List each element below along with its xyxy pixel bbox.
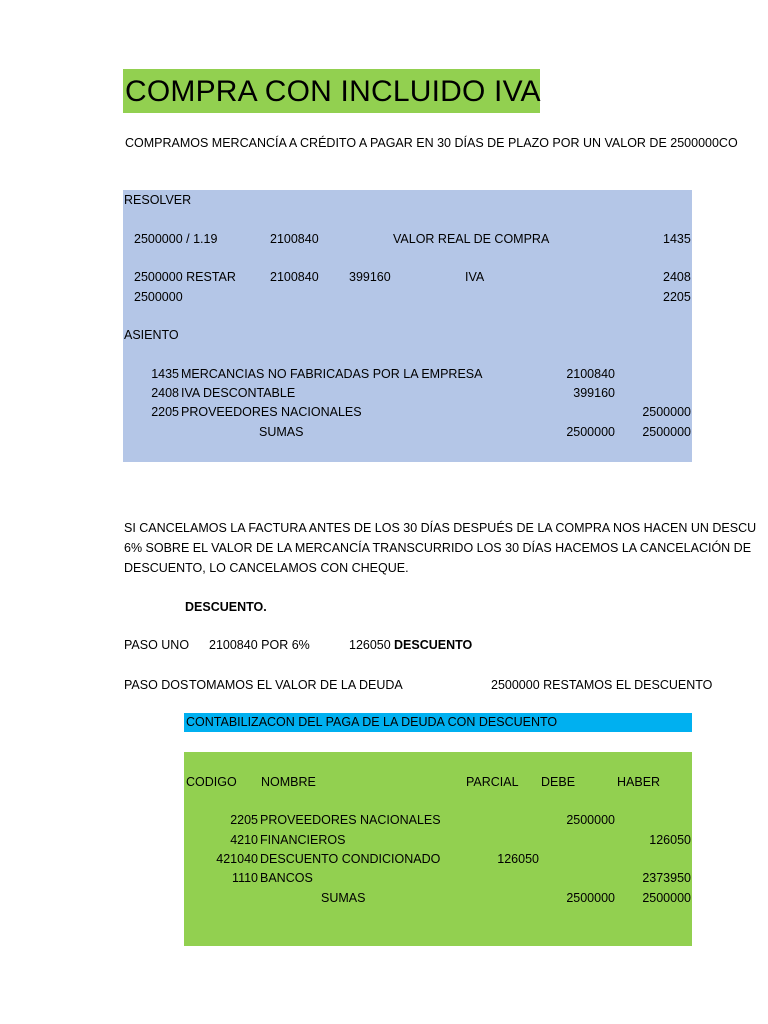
resolver-heading: RESOLVER <box>124 193 192 207</box>
asiento-row-code: 2205 <box>151 405 179 419</box>
table-row-haber: 126050 <box>649 833 691 847</box>
discount-paragraph-line: SI CANCELAMOS LA FACTURA ANTES DE LOS 30 DÍAS DESPUÉS DE LA COMPRA NOS HACEN UN DESCU <box>124 521 757 535</box>
table-row-name: BANCOS <box>260 871 313 885</box>
asiento-row-code: 1435 <box>151 367 179 381</box>
resolver-r1-label: VALOR REAL DE COMPRA <box>393 232 550 246</box>
asiento-row-name: PROVEEDORES NACIONALES <box>181 405 362 419</box>
table-sumas-haber: 2500000 <box>642 891 691 905</box>
contab-title: CONTABILIZACON DEL PAGA DE LA DEUDA CON DESCUENTO <box>186 715 558 729</box>
table-header-debe: DEBE <box>541 775 576 789</box>
asiento-sumas-debe: 2500000 <box>566 425 615 439</box>
asiento-sumas-haber: 2500000 <box>642 425 691 439</box>
asiento-heading: ASIENTO <box>124 328 179 342</box>
paso-uno-label: PASO UNO <box>124 638 190 652</box>
table-row-code: 4210 <box>230 833 258 847</box>
asiento-sumas-label: SUMAS <box>259 425 304 439</box>
asiento-row-haber: 2500000 <box>642 405 691 419</box>
paso-uno-result: 126050 <box>349 638 391 652</box>
table-row-name: PROVEEDORES NACIONALES <box>260 813 441 827</box>
table-row-code: 2205 <box>230 813 258 827</box>
table-header-codigo: CODIGO <box>186 775 237 789</box>
table-header-nombre: NOMBRE <box>261 775 316 789</box>
table-row-code: 1110 <box>232 871 258 885</box>
table-row-debe: 2500000 <box>566 813 615 827</box>
paso-dos-label: PASO DOS <box>124 678 189 692</box>
table-sumas-label: SUMAS <box>321 891 366 905</box>
resolver-r1-result: 2100840 <box>270 232 319 246</box>
page-title: COMPRA CON INCLUIDO IVA <box>125 75 541 108</box>
resolver-r2-iva-value: 399160 <box>349 270 391 284</box>
table-sumas-debe: 2500000 <box>566 891 615 905</box>
purchase-statement: COMPRAMOS MERCANCÍA A CRÉDITO A PAGAR EN 30 DÍAS DE PLAZO POR UN VALOR DE 2500000CO <box>125 136 738 150</box>
table-header-parcial: PARCIAL <box>466 775 519 789</box>
paso-uno-value: 2100840 POR 6% <box>209 638 310 652</box>
paso-dos-value: 2500000 RESTAMOS EL DESCUENTO <box>491 678 713 692</box>
resolver-section <box>123 190 692 462</box>
resolver-r2-code: 2408 <box>663 270 691 284</box>
resolver-r1-formula: 2500000 / 1.19 <box>134 232 218 246</box>
resolver-r2-formula: 2500000 RESTAR <box>134 270 236 284</box>
table-row-code: 421040 <box>216 852 258 866</box>
table-row-haber: 2373950 <box>642 871 691 885</box>
resolver-r1-code: 1435 <box>663 232 691 246</box>
descuento-heading: DESCUENTO. <box>185 600 267 614</box>
paso-uno-result-label: DESCUENTO <box>394 638 473 652</box>
discount-paragraph-line: 6% SOBRE EL VALOR DE LA MERCANCÍA TRANSCURRIDO LOS 30 DÍAS HACEMOS LA CANCELACIÓN DE <box>124 541 752 555</box>
asiento-row-name: IVA DESCONTABLE <box>181 386 296 400</box>
table-row-name: DESCUENTO CONDICIONADO <box>260 852 441 866</box>
discount-paragraph-line: DESCUENTO, LO CANCELAMOS CON CHEQUE. <box>124 561 409 575</box>
asiento-row-debe: 399160 <box>573 386 615 400</box>
resolver-r3-code: 2205 <box>663 290 691 304</box>
paso-dos-text: TOMAMOS EL VALOR DE LA DEUDA <box>189 678 403 692</box>
resolver-r2-label: IVA <box>465 270 485 284</box>
asiento-row-debe: 2100840 <box>566 367 615 381</box>
table-row-name: FINANCIEROS <box>260 833 346 847</box>
asiento-row-code: 2408 <box>151 386 179 400</box>
table-row-parcial: 126050 <box>497 852 539 866</box>
resolver-r2-base: 2100840 <box>270 270 319 284</box>
resolver-r3-total: 2500000 <box>134 290 183 304</box>
asiento-row-name: MERCANCIAS NO FABRICADAS POR LA EMPRESA <box>181 367 483 381</box>
table-header-haber: HABER <box>617 775 661 789</box>
